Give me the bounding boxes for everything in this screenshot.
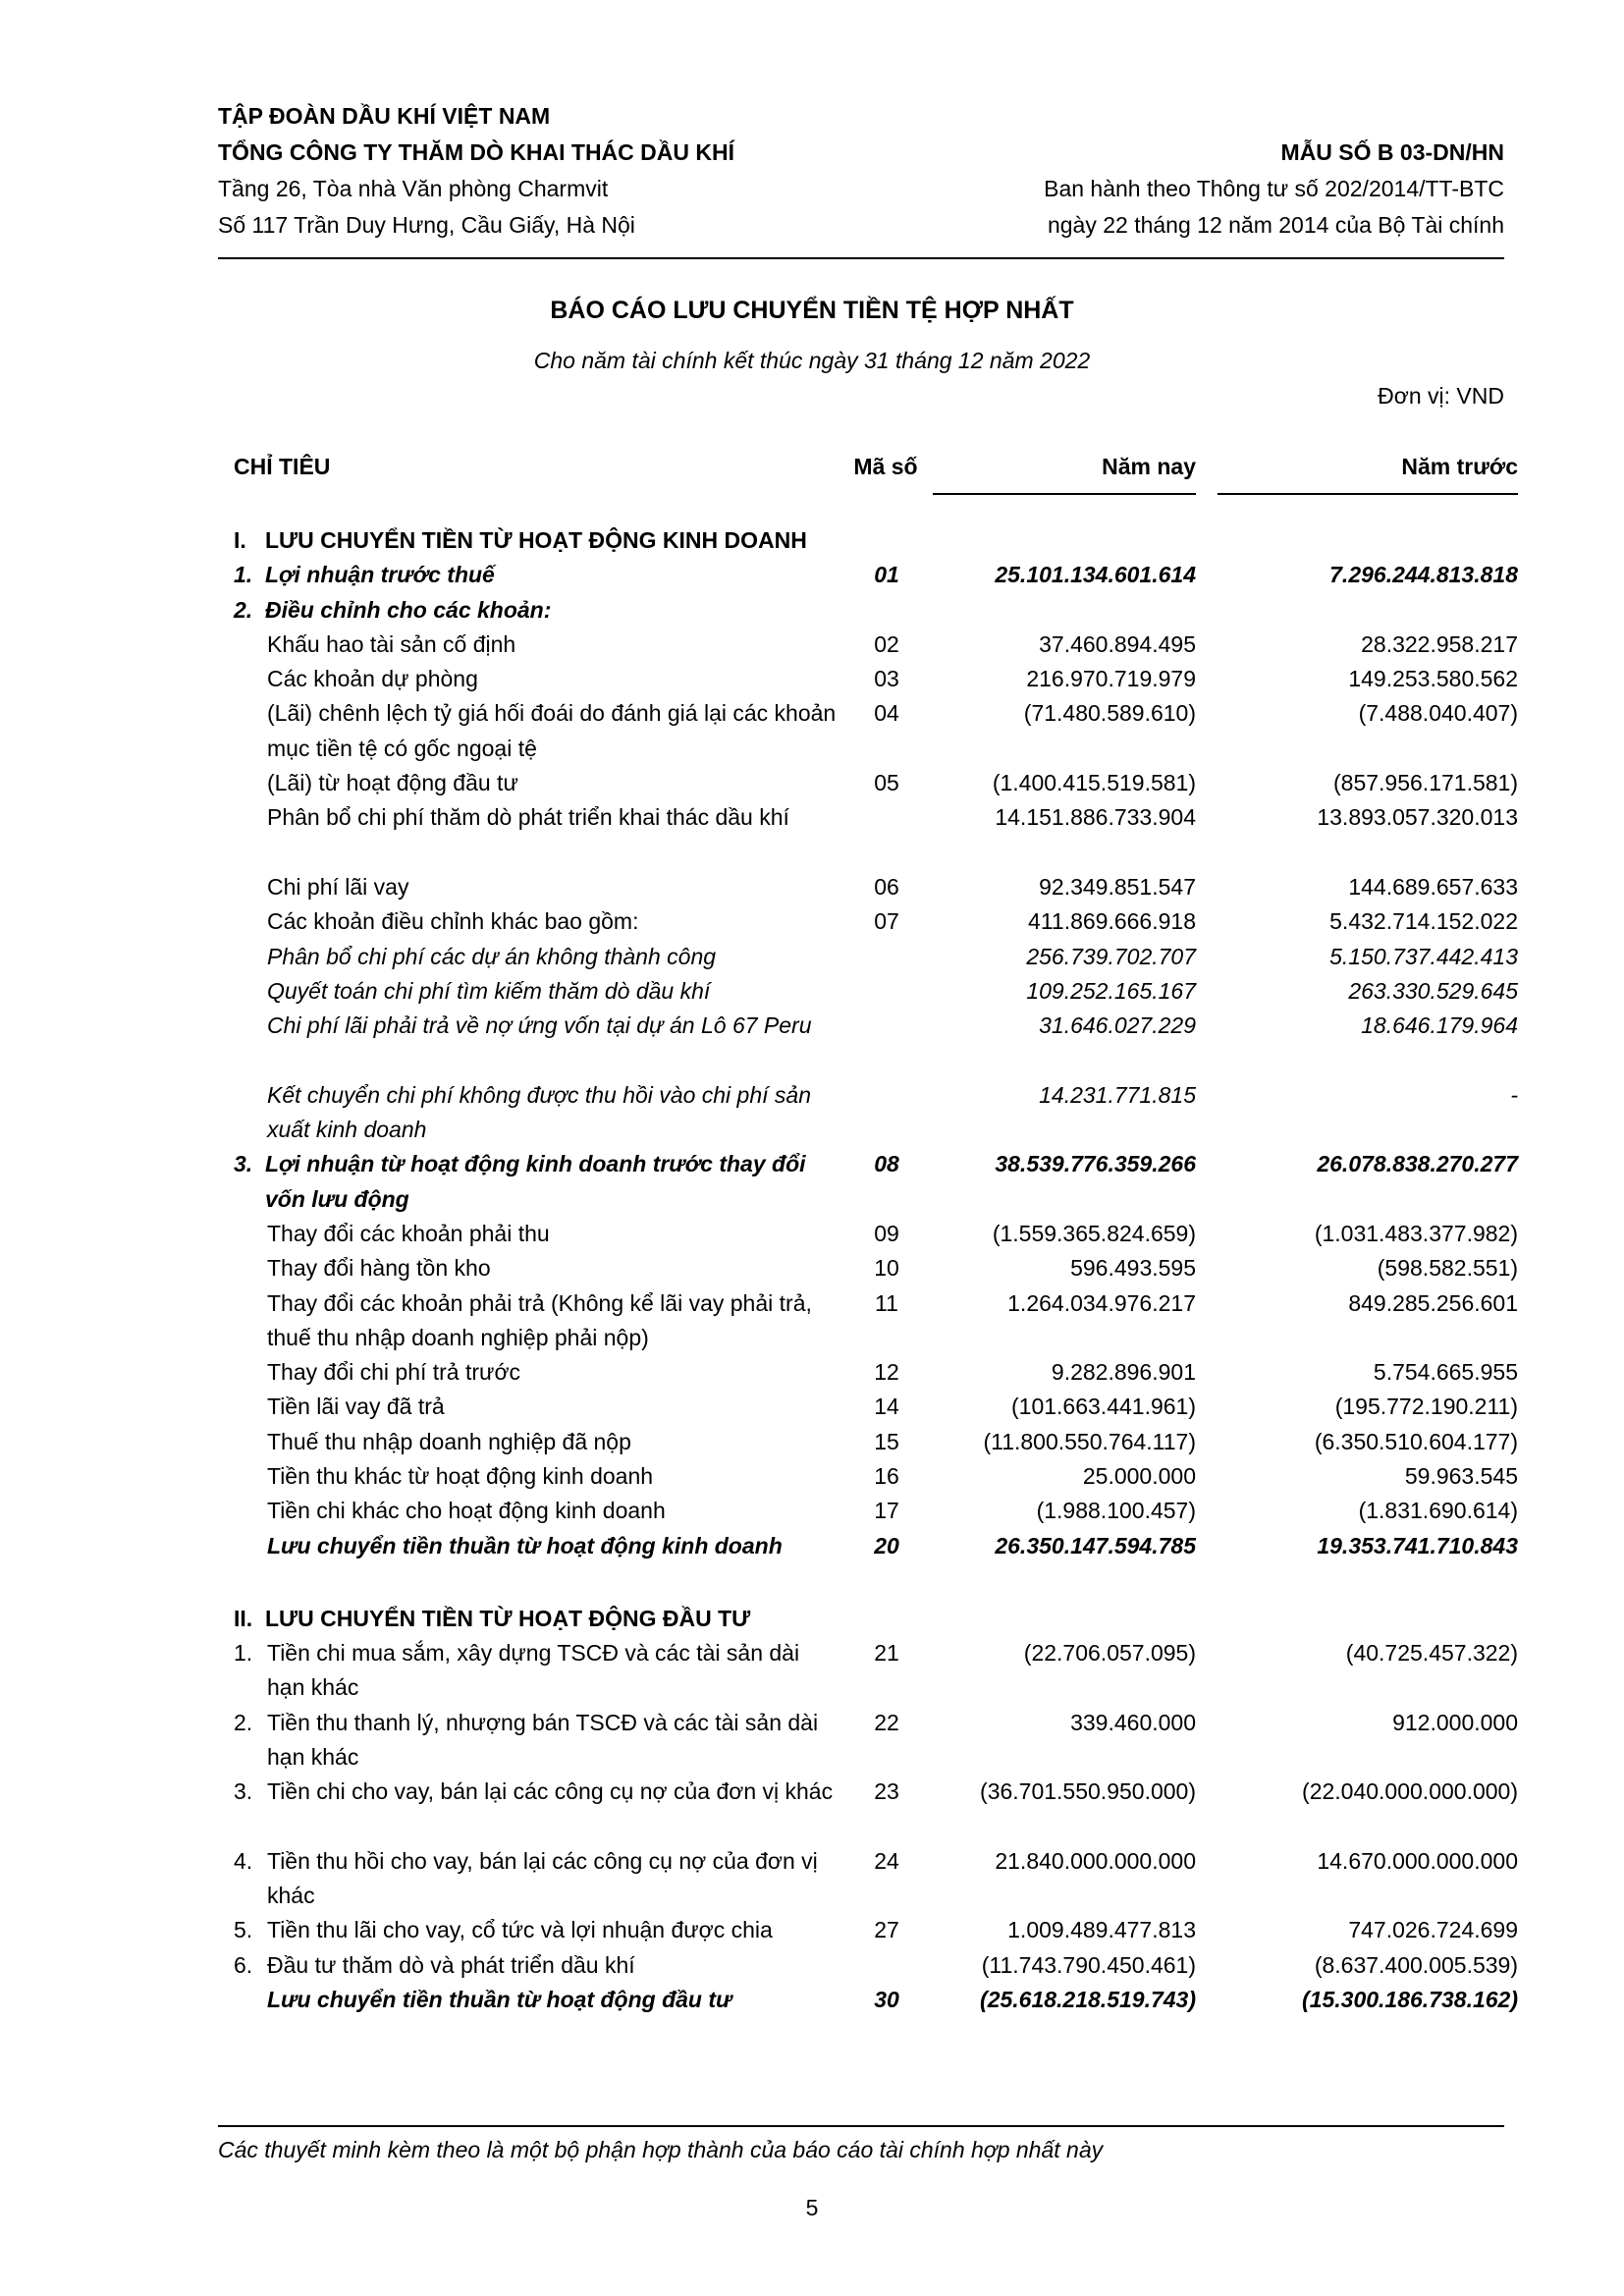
currency-unit: Đơn vị: VND — [1378, 383, 1504, 409]
row-previous-year: 14.670.000.000.000 — [1317, 1847, 1518, 1874]
row-previous-year: 144.689.657.633 — [1348, 873, 1518, 900]
table-row — [0, 1251, 1624, 1285]
row-label: Khấu hao tài sản cố định — [267, 630, 516, 657]
company-address-line2: Số 117 Trần Duy Hưng, Cầu Giấy, Hà Nội — [218, 212, 635, 238]
row-previous-year: 149.253.580.562 — [1348, 666, 1518, 692]
table-row — [0, 766, 1624, 800]
row-previous-year: 747.026.724.699 — [1348, 1917, 1518, 1943]
row-previous-year: 5.150.737.442.413 — [1329, 943, 1518, 969]
row-code: 07 — [874, 908, 899, 935]
row-current-year: 256.739.702.707 — [1026, 943, 1196, 969]
row-label: Đầu tư thăm dò và phát triển dầu khí — [267, 1951, 635, 1978]
row-number: 2. — [234, 1709, 253, 1735]
header-divider — [218, 257, 1504, 259]
row-current-year: 339.460.000 — [1070, 1709, 1196, 1735]
row-current-year: 14.231.771.815 — [1039, 1081, 1196, 1108]
row-previous-year: 19.353.741.710.843 — [1317, 1532, 1518, 1558]
row-label: Tiền thu khác từ hoạt động kinh doanh — [267, 1463, 654, 1490]
row-code: 17 — [874, 1498, 899, 1524]
row-label: Tiền chi mua sắm, xây dựng TSCĐ và các tài sản dài hạn khác — [267, 1640, 800, 1701]
row-code: 03 — [874, 666, 899, 692]
form-number: MẪU SỐ B 03-DN/HN — [1280, 139, 1504, 165]
row-current-year: (71.480.589.610) — [1023, 700, 1196, 727]
footnote: Các thuyết minh kèm theo là một bộ phận hợp thành của báo cáo tài chính hợp nhất này — [218, 2137, 1104, 2162]
table-row — [0, 1459, 1624, 1494]
row-previous-year: 59.963.545 — [1404, 1463, 1518, 1490]
row-label: Lưu chuyển tiền thuần từ hoạt động đầu tư — [267, 1987, 732, 2012]
group-name: TẬP ĐOÀN DẦU KHÍ VIỆT NAM — [218, 103, 551, 129]
row-label: Kết chuyển chi phí không được thu hồi vào chi phí sản xuất kinh doanh — [267, 1081, 811, 1143]
row-label: Thay đổi hàng tồn kho — [267, 1255, 491, 1282]
table-row — [0, 523, 1624, 558]
row-label: Tiền thu thanh lý, nhượng bán TSCĐ và các tài sản dài hạn khác — [267, 1709, 819, 1770]
row-label: Chi phí lãi phải trả về nợ ứng vốn tại dự án Lô 67 Peru — [267, 1012, 812, 1039]
row-label: Phân bổ chi phí thăm dò phát triển khai thác dầu khí — [267, 804, 789, 831]
table-row — [0, 1286, 1624, 1356]
row-code: 23 — [874, 1778, 899, 1805]
row-label: Thuế thu nhập doanh nghiệp đã nộp — [267, 1428, 631, 1454]
table-row — [0, 1948, 1624, 1983]
row-code: 16 — [874, 1463, 899, 1490]
table-row — [0, 593, 1624, 628]
row-current-year: 31.646.027.229 — [1039, 1012, 1196, 1039]
table-row — [0, 1355, 1624, 1390]
row-previous-year: 7.296.244.813.818 — [1329, 562, 1518, 588]
row-label: Phân bổ chi phí các dự án không thành công — [267, 943, 717, 969]
table-row — [0, 1529, 1624, 1563]
row-label: LƯU CHUYỂN TIỀN TỪ HOẠT ĐỘNG ĐẦU TƯ — [265, 1605, 751, 1631]
row-current-year: 1.264.034.976.217 — [1007, 1289, 1196, 1316]
row-previous-year: (15.300.186.738.162) — [1302, 1987, 1518, 2012]
row-label: Tiền chi cho vay, bán lại các công cụ nợ của đơn vị khác — [267, 1778, 834, 1805]
row-label: Tiền chi khác cho hoạt động kinh doanh — [267, 1498, 666, 1524]
row-previous-year: 26.078.838.270.277 — [1317, 1151, 1518, 1177]
row-previous-year: (7.488.040.407) — [1358, 700, 1518, 727]
row-number: 6. — [234, 1951, 253, 1978]
table-row — [0, 1706, 1624, 1776]
row-label: Tiền thu lãi cho vay, cổ tức và lợi nhuận được chia — [267, 1917, 773, 1943]
row-previous-year: 849.285.256.601 — [1348, 1289, 1518, 1316]
table-row — [0, 1147, 1624, 1217]
row-current-year: 92.349.851.547 — [1039, 873, 1196, 900]
row-code: 12 — [874, 1359, 899, 1386]
table-row — [0, 1983, 1624, 2017]
row-current-year: 26.350.147.594.785 — [995, 1532, 1196, 1558]
column-header-current-year: Năm nay — [933, 454, 1196, 495]
report-subtitle: Cho năm tài chính kết thúc ngày 31 tháng 12 năm 2022 — [533, 348, 1091, 373]
row-label: Các khoản điều chỉnh khác bao gồm: — [267, 908, 639, 935]
table-row — [0, 558, 1624, 592]
row-previous-year: 13.893.057.320.013 — [1317, 804, 1518, 831]
table-row — [0, 904, 1624, 939]
row-previous-year: 5.432.714.152.022 — [1329, 908, 1518, 935]
company-address-line1: Tầng 26, Tòa nhà Văn phòng Charmvit — [218, 176, 609, 201]
row-previous-year: 263.330.529.645 — [1348, 977, 1518, 1004]
row-previous-year: (8.637.400.005.539) — [1314, 1951, 1518, 1978]
company-name: TỔNG CÔNG TY THĂM DÒ KHAI THÁC DẦU KHÍ — [218, 139, 735, 165]
footer-divider — [218, 2125, 1504, 2127]
row-current-year: 38.539.776.359.266 — [995, 1151, 1196, 1177]
table-row — [0, 1217, 1624, 1251]
table-row — [0, 940, 1624, 974]
row-current-year: (22.706.057.095) — [1023, 1640, 1196, 1667]
row-previous-year: (195.772.190.211) — [1334, 1394, 1518, 1420]
row-label: Lợi nhuận trước thuế — [265, 562, 495, 588]
row-code: 22 — [874, 1709, 899, 1735]
table-row — [0, 1602, 1624, 1636]
row-previous-year: (40.725.457.322) — [1345, 1640, 1518, 1667]
row-current-year: (101.663.441.961) — [1011, 1394, 1196, 1420]
row-current-year: 21.840.000.000.000 — [995, 1847, 1196, 1874]
row-current-year: 216.970.719.979 — [1026, 666, 1196, 692]
row-current-year: (1.559.365.824.659) — [992, 1220, 1196, 1246]
row-code: 10 — [874, 1255, 899, 1282]
row-number: 3. — [234, 1778, 253, 1805]
row-current-year: (11.743.790.450.461) — [981, 1951, 1196, 1978]
row-current-year: 411.869.666.918 — [1028, 908, 1196, 935]
table-row — [0, 800, 1624, 870]
row-code: 30 — [874, 1987, 899, 2012]
row-code: 01 — [874, 562, 899, 588]
row-previous-year: 5.754.665.955 — [1373, 1359, 1518, 1386]
document-header — [218, 98, 1504, 244]
report-title: BÁO CÁO LƯU CHUYỂN TIỀN TỆ HỢP NHẤT — [550, 297, 1074, 324]
row-spacer — [0, 1563, 1624, 1602]
row-label: Tiền thu hồi cho vay, bán lại các công cụ nợ của đơn vị khác — [267, 1847, 818, 1909]
table-row — [0, 974, 1624, 1009]
row-current-year: (25.618.218.519.743) — [980, 1987, 1196, 2012]
row-label: Lợi nhuận từ hoạt động kinh doanh trước thay đổi vốn lưu động — [265, 1151, 806, 1212]
row-current-year: 14.151.886.733.904 — [995, 804, 1196, 831]
column-header-code: Mã số — [853, 454, 918, 479]
row-code: 20 — [874, 1532, 899, 1558]
row-label: Các khoản dự phòng — [267, 666, 478, 692]
row-code: 05 — [874, 770, 899, 796]
row-label: Thay đổi chi phí trả trước — [267, 1359, 521, 1386]
table-row — [0, 628, 1624, 662]
table-row — [0, 1913, 1624, 1947]
row-code: 11 — [875, 1289, 898, 1316]
row-current-year: (1.988.100.457) — [1036, 1498, 1196, 1524]
row-number: 1. — [234, 1640, 253, 1667]
row-previous-year: (1.831.690.614) — [1358, 1498, 1518, 1524]
table-row — [0, 1775, 1624, 1844]
row-label: (Lãi) chênh lệch tỷ giá hối đoái do đánh giá lại các khoản mục tiền tệ có gốc ngoại tệ — [267, 700, 837, 761]
row-current-year: 596.493.595 — [1070, 1255, 1196, 1282]
row-code: 08 — [874, 1151, 899, 1177]
row-label: Quyết toán chi phí tìm kiếm thăm dò dầu khí — [267, 977, 711, 1004]
row-code: 09 — [874, 1220, 899, 1246]
row-label: Thay đổi các khoản phải thu — [267, 1220, 550, 1246]
row-code: 02 — [874, 630, 899, 657]
row-label: Chi phí lãi vay — [267, 873, 409, 900]
row-number: II. — [234, 1605, 253, 1631]
row-label: Thay đổi các khoản phải trả (Không kể lãi vay phải trả, thuế thu nhập doanh nghiệp phải nộp) — [267, 1289, 812, 1350]
table-row — [0, 870, 1624, 904]
row-number: 2. — [234, 596, 253, 623]
row-number: 4. — [234, 1847, 253, 1874]
row-number: 3. — [234, 1151, 253, 1177]
row-code: 27 — [874, 1917, 899, 1943]
row-number: I. — [234, 527, 246, 553]
circular-reference: Ban hành theo Thông tư số 202/2014/TT-BTC — [1044, 176, 1504, 201]
table-row — [0, 1078, 1624, 1148]
row-current-year: (11.800.550.764.117) — [983, 1428, 1196, 1454]
table-row — [0, 662, 1624, 696]
table-row — [0, 696, 1624, 766]
table-row — [0, 1494, 1624, 1528]
cash-flow-table — [0, 523, 1624, 2017]
circular-date: ngày 22 tháng 12 năm 2014 của Bộ Tài chính — [1047, 212, 1504, 238]
table-row — [0, 1844, 1624, 1914]
row-current-year: 109.252.165.167 — [1026, 977, 1196, 1004]
row-code: 21 — [874, 1640, 899, 1667]
row-code: 24 — [874, 1847, 899, 1874]
row-current-year: 37.460.894.495 — [1039, 630, 1196, 657]
row-previous-year: (598.582.551) — [1377, 1255, 1518, 1282]
row-previous-year: - — [1510, 1081, 1518, 1108]
row-number: 5. — [234, 1917, 253, 1943]
row-previous-year: 18.646.179.964 — [1361, 1012, 1518, 1039]
row-previous-year: (6.350.510.604.177) — [1314, 1428, 1518, 1454]
row-label: Tiền lãi vay đã trả — [267, 1394, 445, 1420]
row-previous-year: (857.956.171.581) — [1333, 770, 1518, 796]
row-current-year: (1.400.415.519.581) — [992, 770, 1196, 796]
row-previous-year: (22.040.000.000.000) — [1302, 1778, 1518, 1805]
table-row — [0, 1009, 1624, 1078]
row-code: 06 — [874, 873, 899, 900]
row-current-year: 25.101.134.601.614 — [995, 562, 1196, 588]
row-current-year: (36.701.550.950.000) — [980, 1778, 1196, 1805]
row-label: Lưu chuyển tiền thuần từ hoạt động kinh doanh — [267, 1532, 783, 1558]
row-previous-year: 28.322.958.217 — [1361, 630, 1518, 657]
column-header-previous-year: Năm trước — [1218, 454, 1518, 495]
row-label: (Lãi) từ hoạt động đầu tư — [267, 770, 518, 796]
row-previous-year: (1.031.483.377.982) — [1314, 1220, 1518, 1246]
row-previous-year: 912.000.000 — [1392, 1709, 1518, 1735]
row-code: 15 — [874, 1428, 899, 1454]
row-label: Điều chỉnh cho các khoản: — [265, 596, 552, 623]
row-label: LƯU CHUYỂN TIỀN TỪ HOẠT ĐỘNG KINH DOANH — [265, 527, 807, 553]
row-number: 1. — [234, 562, 253, 588]
page-number: 5 — [805, 2195, 819, 2220]
table-row — [0, 1390, 1624, 1424]
column-header-label: CHỈ TIÊU — [234, 454, 331, 479]
row-current-year: 1.009.489.477.813 — [1007, 1917, 1196, 1943]
row-code: 04 — [874, 700, 899, 727]
row-code: 14 — [874, 1394, 899, 1420]
row-current-year: 25.000.000 — [1082, 1463, 1196, 1490]
table-row — [0, 1425, 1624, 1459]
row-current-year: 9.282.896.901 — [1051, 1359, 1196, 1386]
table-row — [0, 1636, 1624, 1706]
